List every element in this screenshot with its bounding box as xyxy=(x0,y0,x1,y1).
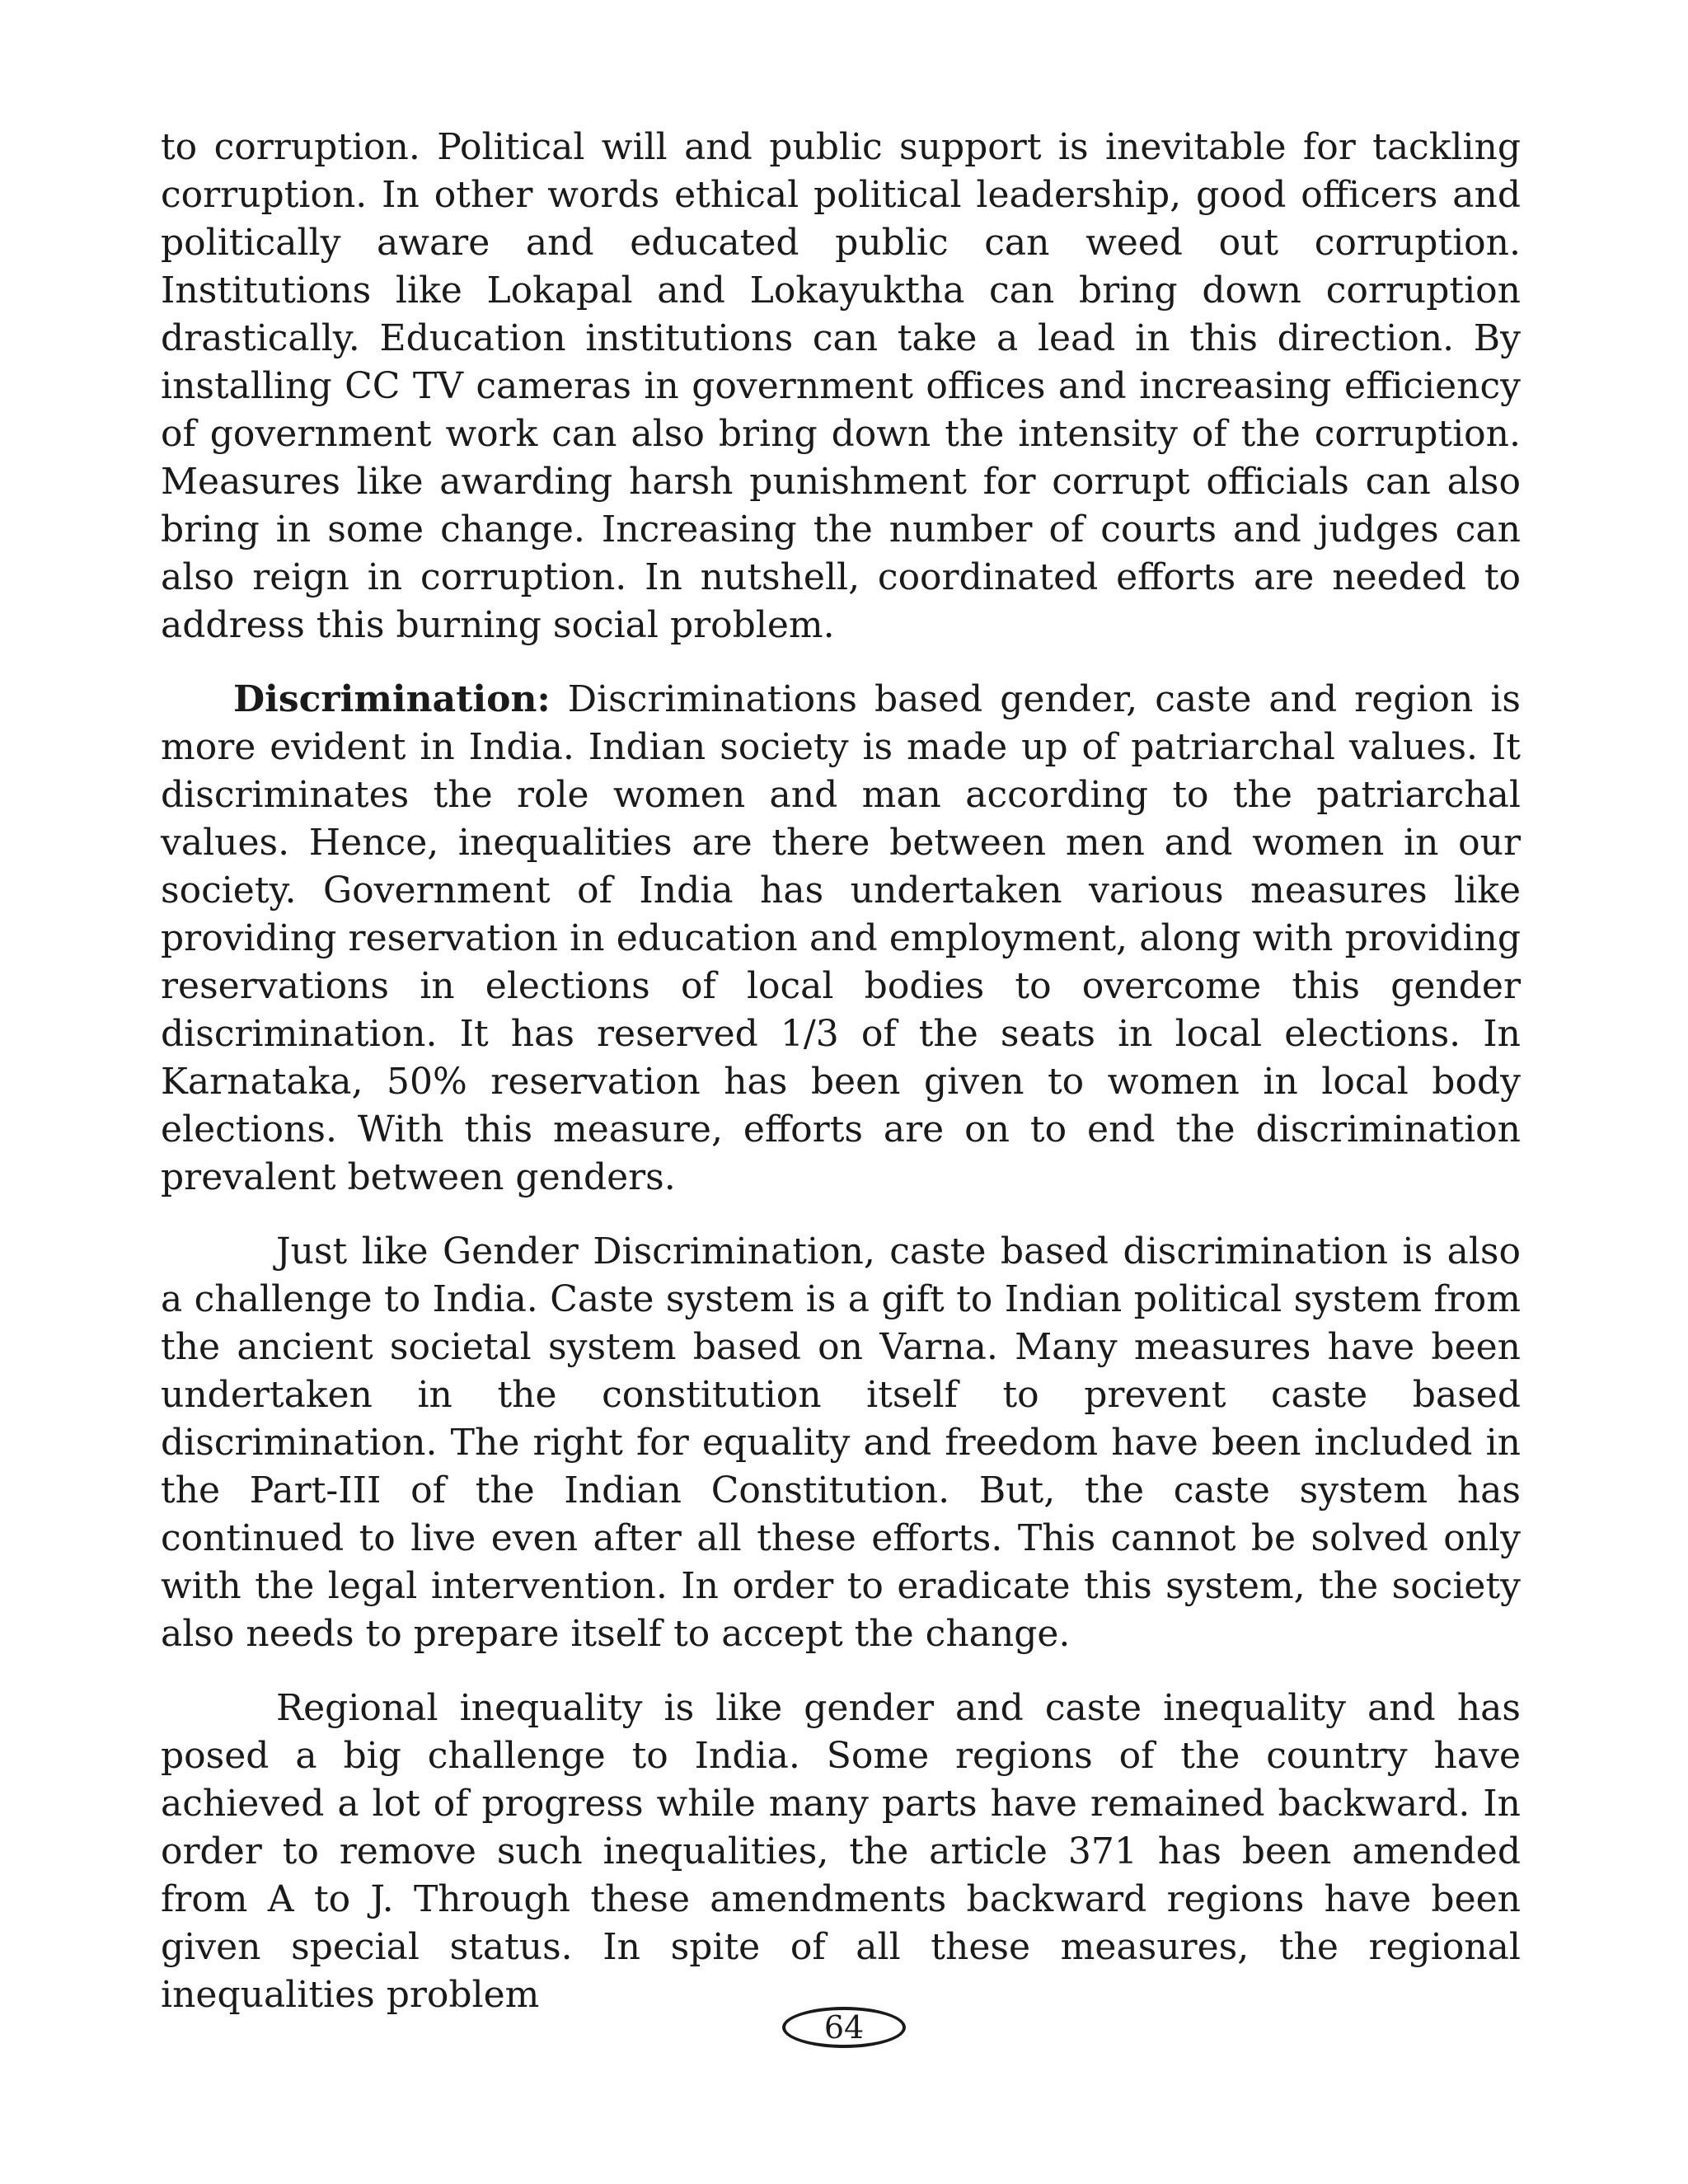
document-page xyxy=(161,124,1521,2046)
page-footer xyxy=(0,2007,1688,2048)
discrimination-heading: Discrimination: xyxy=(233,678,551,720)
paragraph-regional-inequality: Regional inequality is like gender and caste inequality and has posed a big challenge to India. Some regions of the country have achieved a lot of progress while many parts have remained backward. In order to remove such inequalities, the article 371 has been amended from A to J. Through these amendments backward regions have been given special status. In spite of all these measures, the regional inequalities problem xyxy=(161,1687,1521,2016)
paragraph-caste-discrimination: Just like Gender Discrimination, caste based discrimination is also a challenge to India. Caste system is a gift to Indian political system from the ancient societal system based on Varna. Many measures have been undertaken in the constitution itself to prevent caste based discrimination. The right for equality and freedom have been included in the Part-III of the Indian Constitution. But, the caste system has continued to live even after all these efforts. This cannot be solved only with the legal intervention. In order to eradicate this system, the society also needs to prepare itself to accept the change. xyxy=(161,1230,1521,1655)
page-number: 64 xyxy=(782,2007,906,2048)
discrimination-text: Discriminations based gender, caste and region is more evident in India. Indian society is made up of patriarchal values. It discriminates the role women and man according to the patriarchal values. Hence, inequalities are there between men and women in our society. Government of India has undertaken various measures like providing reservation in education and employment, along with providing reservations in elections of local bodies to overcome this gender discrimination. It has reserved 1/3 of the seats in local elections. In Karnataka, 50% reservation has been given to women in local body elections. With this measure, efforts are on to end the discrimination prevalent between genders. xyxy=(161,678,1521,1198)
paragraph-corruption-measures: to corruption. Political will and public support is inevitable for tackling corruption. In other words ethical political leadership, good officers and politically aware and educated public can weed out corruption. Institutions like Lokapal and Lokayuktha can bring down corruption drastically. Education institutions can take a lead in this direction. By installing CC TV cameras in government offices and increasing efficiency of government work can also bring down the intensity of the corruption. Measures like awarding harsh punishment for corrupt officials can also bring in some change. Increasing the number of courts and judges can also reign in corruption. In nutshell, coordinated efforts are needed to address this burning social problem. xyxy=(161,126,1521,646)
paragraph-discrimination xyxy=(161,676,1521,1202)
